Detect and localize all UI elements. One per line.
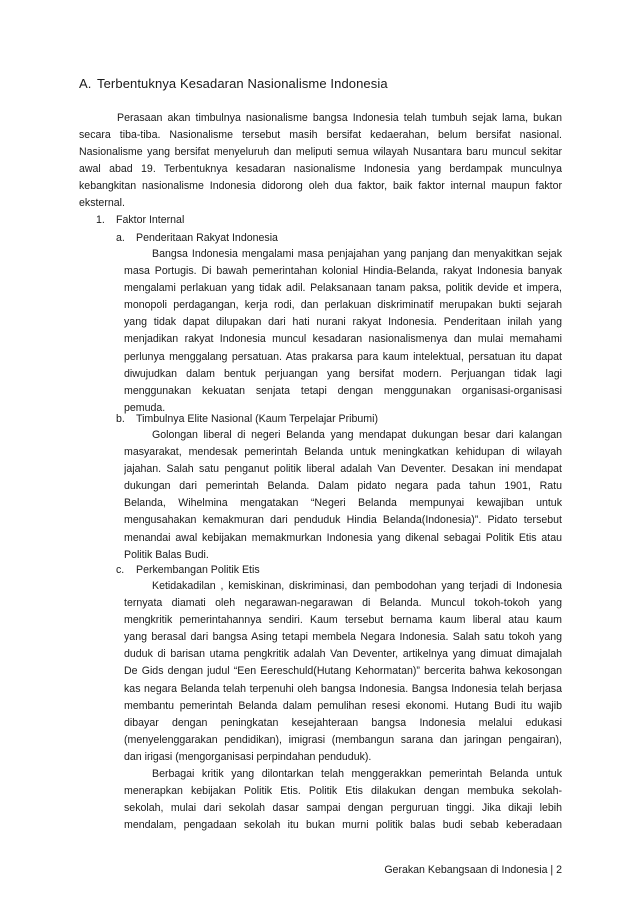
paragraph-a bbox=[124, 246, 562, 417]
paragraph-line: jajahan. Salah satu penganut politik liberal adalah Van Deventer. Desakan ini mendapat bbox=[124, 463, 562, 476]
subheading-c bbox=[116, 564, 260, 576]
paragraph-line: Politik Balas Budi. bbox=[124, 548, 209, 561]
factor-heading bbox=[96, 214, 184, 226]
paragraph-line: mengalami perlakuan yang tidak adil. Pelaksanaan tanam paksa, politik devide et impera, bbox=[124, 282, 562, 295]
paragraph-line: Ketidakadilan , kemiskinan, diskriminasi, dan pembodohan yang terjadi di Indonesia bbox=[152, 580, 562, 592]
paragraph-line: dan irigasi (mengorganisasi perpindahan penduduk). bbox=[124, 750, 372, 763]
paragraph-line: menandai awal kebijakan memakmurkan Indonesia yang dikenal sebagai Politik Etis atau bbox=[124, 531, 562, 544]
paragraph-line: Perasaan akan timbulnya nasionalisme bangsa Indonesia telah tumbuh sejak lama, bukan bbox=[117, 112, 562, 124]
paragraph-line: ternyata diamati oleh negarawan-negarawan di Belanda. Muncul tokoh-tokoh yang bbox=[124, 597, 562, 610]
factor-number: 1. bbox=[96, 214, 105, 226]
paragraph-line: (menyelenggarakan pendidikan), imigrasi (membangun sarana dan jaringan pengairan), bbox=[124, 733, 562, 746]
paragraph-line: awal abad 19. Terbentuknya kesadaran nasionalisme Indonesia yang berdampak munculnya bbox=[79, 163, 562, 176]
paragraph-line: Golongan liberal di negeri Belanda yang mendapat dukungan besar dari kalangan bbox=[152, 429, 562, 441]
subheading-letter: a. bbox=[116, 232, 125, 244]
paragraph-line: menerapkan kebijakan Politik Etis. Politik Etis dilakukan dengan membuka sekolah- bbox=[124, 785, 562, 798]
paragraph-line: secara tiba-tiba. Nasionalisme tersebut masih bersifat kedaerahan, belum bersifat nasional. bbox=[79, 129, 562, 142]
paragraph-line: masa Portugis. Di bawah pemerintahan kolonial Hindia-Belanda, rakyat Indonesia banyak bbox=[124, 265, 562, 278]
subheading-label: Perkembangan Politik Etis bbox=[136, 564, 260, 576]
paragraph-line: De Gids dengan judul “Een Eereschuld(Hutang Kehormatan)” bercerita bahwa kekosongan bbox=[124, 665, 562, 678]
subheading-label: Penderitaan Rakyat Indonesia bbox=[136, 232, 278, 244]
paragraph-line: Bangsa Indonesia mengalami masa penjajahan yang panjang dan menyakitkan sejak bbox=[152, 248, 562, 260]
subheading-letter: c. bbox=[116, 564, 125, 576]
section-title bbox=[79, 76, 388, 91]
paragraph-line: diwujudkan dalam bentuk perjuangan yang bersifat modern. Perjuangan tidak lagi bbox=[124, 367, 562, 380]
paragraph-b bbox=[124, 427, 562, 564]
paragraph-line: mendalam, pengadaan sekolah itu bukan murni politik balas budi sebab keberadaan bbox=[124, 819, 562, 832]
paragraph-line: yang tidak dapat dilupakan dari hati nurani rakyat Indonesia. Penderitaan inilah yang bbox=[124, 316, 562, 329]
intro-paragraph bbox=[79, 110, 562, 213]
subheading-b bbox=[116, 413, 378, 425]
paragraph-line: kas negara Belanda telah terpenuhi oleh bangsa Indonesia. Bangsa Indonesia telah berjasa bbox=[124, 682, 562, 695]
paragraph-line: perlunya menggalang persatuan. Atas prakarsa para kaum intelektual, persatuan itu dapat bbox=[124, 350, 562, 363]
paragraph-line: Nasionalisme yang bersifat menyeluruh dan meliputi semua wilayah Nusantara baru muncul sekitar bbox=[79, 146, 562, 159]
section-letter: A. bbox=[79, 76, 92, 91]
paragraph-line: sekolah, mulai dari sekolah dasar sampai dengan perguruan tinggi. Jika dikaji lebih bbox=[124, 802, 562, 815]
paragraph-c bbox=[124, 578, 562, 834]
paragraph-line: mengusahakan kemakmuran dari penduduk Hindia Belanda(Indonesia)”. Pidato tersebut bbox=[124, 514, 562, 527]
paragraph-line: masyarakat, mendesak pemerintah Belanda untuk meningkatkan kehidupan di wilayah bbox=[124, 446, 562, 459]
paragraph-line: monopoli perdagangan, kerja rodi, dan perlakuan diskriminatif merupakan bukti sejarah bbox=[124, 299, 562, 312]
paragraph-line: duduk di barisan utama pengkritik adalah Van Deventer, artikelnya yang dimuat dimajalah bbox=[124, 648, 562, 661]
paragraph-line: Belanda, Wihelmina mengatakan “Negeri Belanda mempunyai kewajiban untuk bbox=[124, 497, 562, 510]
paragraph-line: eksternal. bbox=[79, 197, 125, 210]
paragraph-line: menjadikan rakyat Indonesia muncul kesadaran nasionalismenya dan mulai memahami bbox=[124, 333, 562, 346]
paragraph-line: kebangkitan nasionalisme Indonesia didorong oleh dua faktor, baik faktor internal maupun faktor bbox=[79, 180, 562, 193]
paragraph-line: mengkritik pemerintahannya sendiri. Kaum tersebut bernama kaum liberal atau kaum bbox=[124, 614, 562, 627]
paragraph-line: dukungan dari pemerintah Belanda. Dalam pidato negara pada tahun 1901, Ratu bbox=[124, 480, 562, 493]
subheading-a bbox=[116, 232, 278, 244]
paragraph-line: membantu pemerintah Belanda dalam pemulihan resesi ekonomi. Hutang Budi itu wajib bbox=[124, 699, 562, 712]
paragraph-line: yang berasal dari bangsa Asing tetapi membela Negara Indonesia. Salah satu tokoh yang bbox=[124, 631, 562, 644]
paragraph-line: pemuda. bbox=[124, 401, 166, 414]
paragraph-line: menggunakan kekuatan senjata tetapi dengan menggunakan organisasi-organisasi bbox=[124, 384, 562, 397]
factor-label: Faktor Internal bbox=[116, 214, 185, 226]
paragraph-line: Berbagai kritik yang dilontarkan telah menggerakkan pemerintah Belanda untuk bbox=[152, 768, 562, 781]
section-title-text: Terbentuknya Kesadaran Nasionalisme Indonesia bbox=[97, 76, 388, 91]
subheading-label: Timbulnya Elite Nasional (Kaum Terpelajar Pribumi) bbox=[136, 413, 378, 425]
subheading-letter: b. bbox=[116, 413, 125, 425]
page-footer: Gerakan Kebangsaan di Indonesia | 2 bbox=[384, 864, 562, 876]
paragraph-line: dibayar dengan peningkatan kesejahteraan bangsa Indonesia melalui edukasi bbox=[124, 716, 562, 729]
